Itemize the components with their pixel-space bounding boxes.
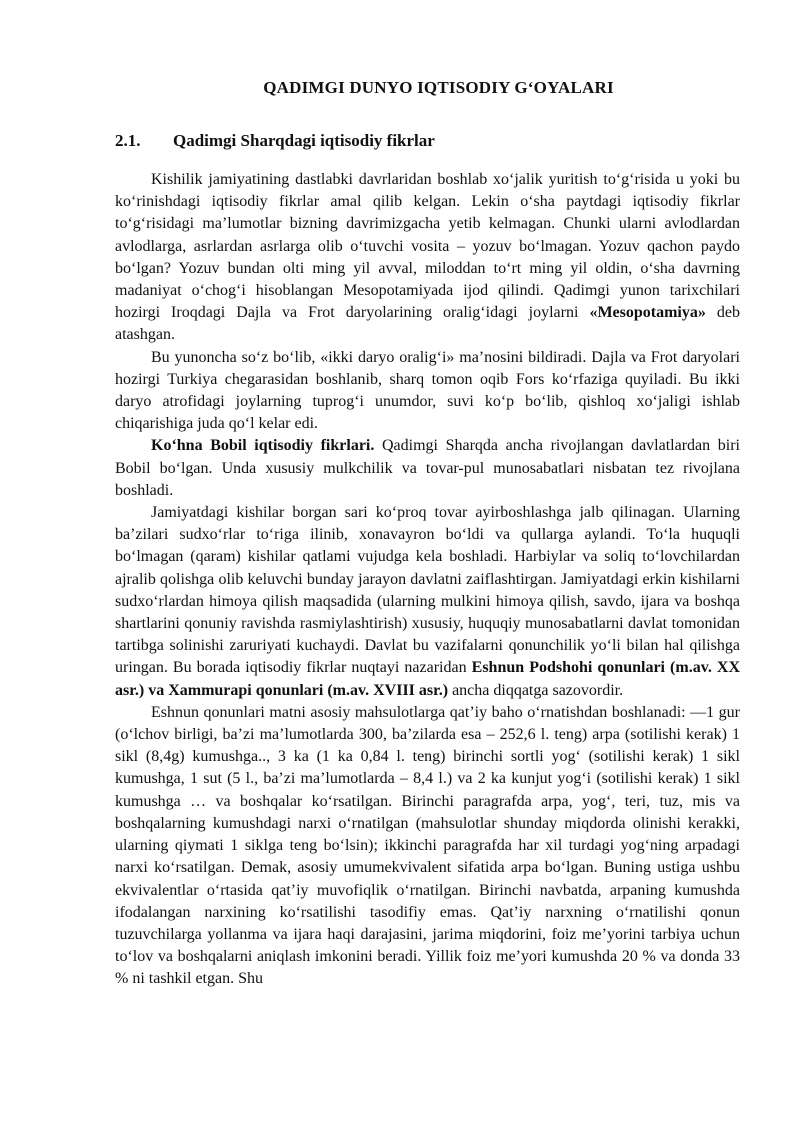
text-run: Bu yunoncha so‘z bo‘lib, «ikki daryo oralig‘i» ma’nosini bildiradi. Dajla va Frot daryolari hozirgi Turkiya chegarasidan boshlanib, sharq tomon oqib Fors ko‘rfaziga quyiladi. Bu ikki daryo atrofidagi joylarning tuprog‘i unumdor, suvi ko‘p bo‘lib, qishloq xo‘jaligi ishlab chiqarishiga juda qo‘l kelar edi.	[115, 348, 740, 433]
paragraph	[115, 435, 740, 502]
paragraph	[115, 702, 740, 991]
section-heading	[115, 131, 740, 151]
section-title: Qadimgi Sharqdagi iqtisodiy fikrlar	[173, 131, 435, 150]
bold-text-run: Ko‘hna Bobil iqtisodiy fikrlari.	[151, 437, 375, 455]
text-run: Jamiyatdagi kishilar borgan sari ko‘proq tovar ayirboshlashga jalb qilinagan. Ularning ba’zilari sudxo‘rlar to‘riga ilinib, xonavayron bo‘ldi va qullarga aylandi. To‘la huquqli bo‘lmagan (qaram) kishilar qatlami vujudga kela boshladi. Harbiylar va soliq to‘lovchilardan ajralib qolishga olib keluvchi bunday jarayon davlatni zaiflashtirgan. Jamiyatdagi erkin kishilarni sudxo‘rlardan himoya qilish maqsadida (ularning mulkini himoya qilish, savdo, ijara va boshqa shartlarini qonuniy ravishda rasmiylashtirish) xususiy, huquqiy munosabatlarni davlat tomonidan tartibga solinishi zaruriyati kuchaydi. Davlat bu vazifalarni qonunchilik yo‘li bilan hal qilishga uringan. Bu borada iqtisodiy fikrlar nuqtayi nazaridan	[115, 504, 740, 677]
bold-text-run: «Mesopotamiya»	[589, 304, 706, 322]
text-run: Kishilik jamiyatining dastlabki davrlaridan boshlab xo‘jalik yuritish to‘g‘risida u yoki bu ko‘rinishdagi iqtisodiy fikrlar amal qilib kelgan. Lekin o‘sha paytdagi iqtisodiy fikrlar to‘g‘risidagi ma’lumotlar bizning davrimizgacha yetib kelmagan. Chunki ularni avlodlardan avlodlarga, asrlardan asrlarga olib o‘tuvchi vosita – yozuv bo‘lmagan. Yozuv qachon paydo bo‘lgan? Yozuv bundan olti ming yil avval, miloddan to‘rt ming yil oldin, o‘sha davrning madaniyat o‘chog‘i hisoblangan Mesopotamiyada ijod qilindi. Qadimgi yunon tarixchilari hozirgi Iroqdagi Dajla va Frot daryolarining oralig‘idagi joylarni	[115, 171, 740, 322]
paragraph	[115, 502, 740, 702]
text-run: Eshnun qonunlari matni asosiy mahsulotlarga qat’iy baho o‘rnatishdan boshlanadi: —1 gur (o‘lchov birligi, ba’zi ma’lumotlarda 300, ba’zilarda esa – 252,6 l. teng) arpa (sotilishi kerak) 1 sikl (8,4g) kumushga.., 3 ka (1 ka 0,84 l. teng) birinchi sortli yog‘ (sotilishi kerak) 1 sikl kumushga, 1 sut (5 l., ba’zi ma’lumotlarda – 8,4 l.) va 2 ka kunjut yog‘i (sotilishi kerak) 1 sikl kumushga … va boshqalar ko‘rsatilgan. Birinchi paragrafda arpa, yog‘, teri, tuz, mis va boshqalarning kumushdagi narxi o‘rnatilgan (mahsulotlar shunday miqdorda olinishi kerakki, ularning qiymati 1 siklga teng bo‘lsin); ikkinchi paragrafda har xil turdagi yog‘ning arpadagi narxi ko‘rsatilgan. Demak, asosiy umumekvivalent sifatida arpa bo‘lgan. Buning ustiga ushbu ekvivalentlar o‘rtasida qat’iy muvofiqlik o‘rnatilgan. Birinchi navbatda, arpaning kumushda ifodalangan narxining ko‘rsatilishi tasodifiy emas. Qat’iy narxning o‘rnatilishi qonun tuzuvchilarga yollanma va ijara haqi darajasini, jarima miqdorini, foiz me’yorini tarbiya uchun to‘lov va boshqalarni aniqlash imkonini beradi. Yillik foiz me’yori kumushda 20 % va donda 33 % ni tashkil etgan. Shu	[115, 703, 740, 988]
document-page	[115, 78, 740, 991]
text-run: ancha diqqatga sazovordir.	[448, 681, 624, 699]
document-title: QADIMGI DUNYO IQTISODIY G‘OYALARI	[263, 78, 614, 97]
section-number: 2.1.	[115, 131, 141, 150]
text-run: deb atashgan.	[115, 304, 740, 344]
body-text	[115, 169, 740, 991]
bold-text-run: Eshnun Podshohi qonunlari (m.av. XX asr.) va Xammurapi qonunlari (m.av. XVIII asr.)	[115, 659, 740, 699]
paragraph	[115, 169, 740, 347]
paragraph	[115, 347, 740, 436]
text-run: Qadimgi Sharqda ancha rivojlangan davlatlardan biri Bobil bo‘lgan. Unda xususiy mulkchilik va tovar-pul munosabatlari nisbatan tez rivojlana boshladi.	[115, 437, 740, 499]
